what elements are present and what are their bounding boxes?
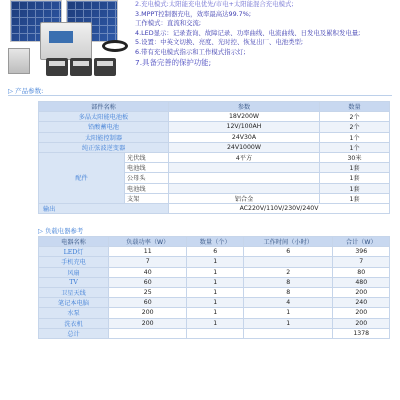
accessory-name: 公母头 bbox=[125, 173, 169, 183]
load-header: 合计（W） bbox=[333, 237, 390, 247]
inverter-box-image bbox=[8, 48, 30, 74]
accessory-name: 光伏线 bbox=[125, 152, 169, 162]
triangle-icon: ▷ bbox=[8, 87, 13, 95]
device-name: 笔记本电脑 bbox=[39, 298, 109, 308]
device-name: TV bbox=[39, 277, 109, 287]
load-cell: 1378 bbox=[333, 328, 390, 338]
feature-item: 2.充电模式:太阳能充电优先/市电+太阳能混合充电模式; bbox=[135, 0, 294, 8]
accessory-value bbox=[169, 163, 320, 173]
header-qty: 数量 bbox=[320, 102, 390, 112]
load-cell: 200 bbox=[109, 318, 187, 328]
load-cell: 60 bbox=[109, 277, 187, 287]
load-header: 负载功率（W） bbox=[109, 237, 187, 247]
load-cell: 7 bbox=[109, 257, 187, 267]
load-cell bbox=[109, 328, 187, 338]
controller-image bbox=[40, 22, 92, 60]
load-cell: 80 bbox=[333, 267, 390, 277]
load-cell: 240 bbox=[333, 298, 390, 308]
table-row bbox=[39, 308, 390, 318]
triangle-icon: ▷ bbox=[38, 227, 43, 235]
load-cell: 1 bbox=[187, 287, 244, 297]
table-row bbox=[39, 152, 390, 162]
section-title: 产品参数: bbox=[15, 87, 44, 95]
load-cell: 1 bbox=[244, 308, 333, 318]
table-row bbox=[39, 277, 390, 287]
output-label: 输出 bbox=[39, 203, 169, 213]
load-cell: 1 bbox=[187, 267, 244, 277]
load-title-text: 负载电器参考 bbox=[44, 227, 84, 235]
part-value: 12V/100AH bbox=[169, 122, 320, 132]
load-cell: 25 bbox=[109, 287, 187, 297]
load-cell: 4 bbox=[244, 298, 333, 308]
part-value: 24V1000W bbox=[169, 142, 320, 152]
accessory-name: 支架 bbox=[125, 193, 169, 203]
section-header bbox=[8, 86, 43, 95]
part-name: 太阳能控制器 bbox=[39, 132, 169, 142]
load-cell: 60 bbox=[109, 298, 187, 308]
feature-item: 7.具备完善的保护功能; bbox=[135, 57, 212, 67]
part-name: 铅酸蓄电池 bbox=[39, 122, 169, 132]
cable-image bbox=[102, 40, 128, 52]
feature-item: 6.带有充电模式指示和工作模式指示灯; bbox=[135, 47, 246, 56]
header-param: 参数 bbox=[169, 102, 320, 112]
load-title bbox=[38, 226, 83, 235]
table-row bbox=[39, 203, 390, 213]
table-row bbox=[39, 112, 390, 122]
battery-image bbox=[46, 58, 68, 76]
part-name: 多晶太阳能电池板 bbox=[39, 112, 169, 122]
part-qty: 2个 bbox=[320, 112, 390, 122]
battery-image bbox=[94, 58, 116, 76]
load-cell: 8 bbox=[244, 277, 333, 287]
accessory-qty: 30米 bbox=[320, 152, 390, 162]
feature-list bbox=[135, 0, 395, 67]
load-cell: 1 bbox=[187, 298, 244, 308]
load-table bbox=[38, 236, 390, 339]
output-value: AC220V/110V/230V/240V bbox=[169, 203, 390, 213]
table-row bbox=[39, 122, 390, 132]
accessory-qty: 1套 bbox=[320, 193, 390, 203]
load-cell: 200 bbox=[333, 318, 390, 328]
table-row bbox=[39, 298, 390, 308]
accessory-name: 电池线 bbox=[125, 183, 169, 193]
table-row bbox=[39, 318, 390, 328]
table-row bbox=[39, 132, 390, 142]
feature-item: 3.MPPT控制器充电，效率最高达99.7%; bbox=[135, 9, 251, 18]
accessory-value: 铝合金 bbox=[169, 193, 320, 203]
load-cell: 480 bbox=[333, 277, 390, 287]
load-cell: 396 bbox=[333, 247, 390, 257]
part-qty: 1个 bbox=[320, 142, 390, 152]
part-qty: 1个 bbox=[320, 132, 390, 142]
product-image bbox=[6, 0, 124, 80]
part-name: 纯正弦波逆变器 bbox=[39, 142, 169, 152]
load-cell bbox=[244, 328, 333, 338]
accessory-qty: 1套 bbox=[320, 173, 390, 183]
device-name: 手机充电 bbox=[39, 257, 109, 267]
load-cell: 7 bbox=[333, 257, 390, 267]
table-row bbox=[39, 287, 390, 297]
load-cell: 1 bbox=[187, 277, 244, 287]
load-header: 工作时间（小时） bbox=[244, 237, 333, 247]
header-part-name: 部件名称 bbox=[39, 102, 169, 112]
load-cell: 1 bbox=[187, 257, 244, 267]
load-cell: 1 bbox=[187, 308, 244, 318]
load-cell: 1 bbox=[244, 318, 333, 328]
accessory-value bbox=[169, 183, 320, 193]
load-header: 数量（个） bbox=[187, 237, 244, 247]
accessory-qty: 1套 bbox=[320, 163, 390, 173]
part-value: 24V30A bbox=[169, 132, 320, 142]
load-cell bbox=[244, 257, 333, 267]
load-cell: 6 bbox=[187, 247, 244, 257]
battery-image bbox=[70, 58, 92, 76]
load-cell: 2 bbox=[244, 267, 333, 277]
accessory-value bbox=[169, 173, 320, 183]
device-name: 风扇 bbox=[39, 267, 109, 277]
load-cell: 6 bbox=[244, 247, 333, 257]
part-qty: 2个 bbox=[320, 122, 390, 132]
table-row bbox=[39, 257, 390, 267]
device-name: 总计 bbox=[39, 328, 109, 338]
part-value: 18V200W bbox=[169, 112, 320, 122]
load-cell: 200 bbox=[109, 308, 187, 318]
table-row bbox=[39, 328, 390, 338]
accessory-qty: 1套 bbox=[320, 183, 390, 193]
load-header: 电器名称 bbox=[39, 237, 109, 247]
accessory-value: 4平方 bbox=[169, 152, 320, 162]
device-name: 洗衣机 bbox=[39, 318, 109, 328]
device-name: 卫星天线 bbox=[39, 287, 109, 297]
load-cell: 11 bbox=[109, 247, 187, 257]
accessories-label: 配件 bbox=[39, 152, 125, 203]
load-cell bbox=[187, 328, 244, 338]
table-row bbox=[39, 142, 390, 152]
load-cell: 8 bbox=[244, 287, 333, 297]
feature-item: 4.LED显示：记录查询、故障记录、功率曲线、电流曲线、日发电及累积发电量; bbox=[135, 28, 361, 37]
table-row bbox=[39, 247, 390, 257]
accessory-name: 电池线 bbox=[125, 163, 169, 173]
parameter-table bbox=[38, 101, 390, 214]
table-row bbox=[39, 267, 390, 277]
section-divider bbox=[8, 95, 392, 96]
feature-item: 5.设置：中英文切换、亮度、光时控、恢复出厂、电池类型; bbox=[135, 38, 304, 47]
feature-item: 工作模式：直流和交流; bbox=[135, 19, 202, 28]
device-name: LED灯 bbox=[39, 247, 109, 257]
load-cell: 200 bbox=[333, 287, 390, 297]
device-name: 水泵 bbox=[39, 308, 109, 318]
load-cell: 1 bbox=[187, 318, 244, 328]
load-cell: 200 bbox=[333, 308, 390, 318]
load-cell: 40 bbox=[109, 267, 187, 277]
